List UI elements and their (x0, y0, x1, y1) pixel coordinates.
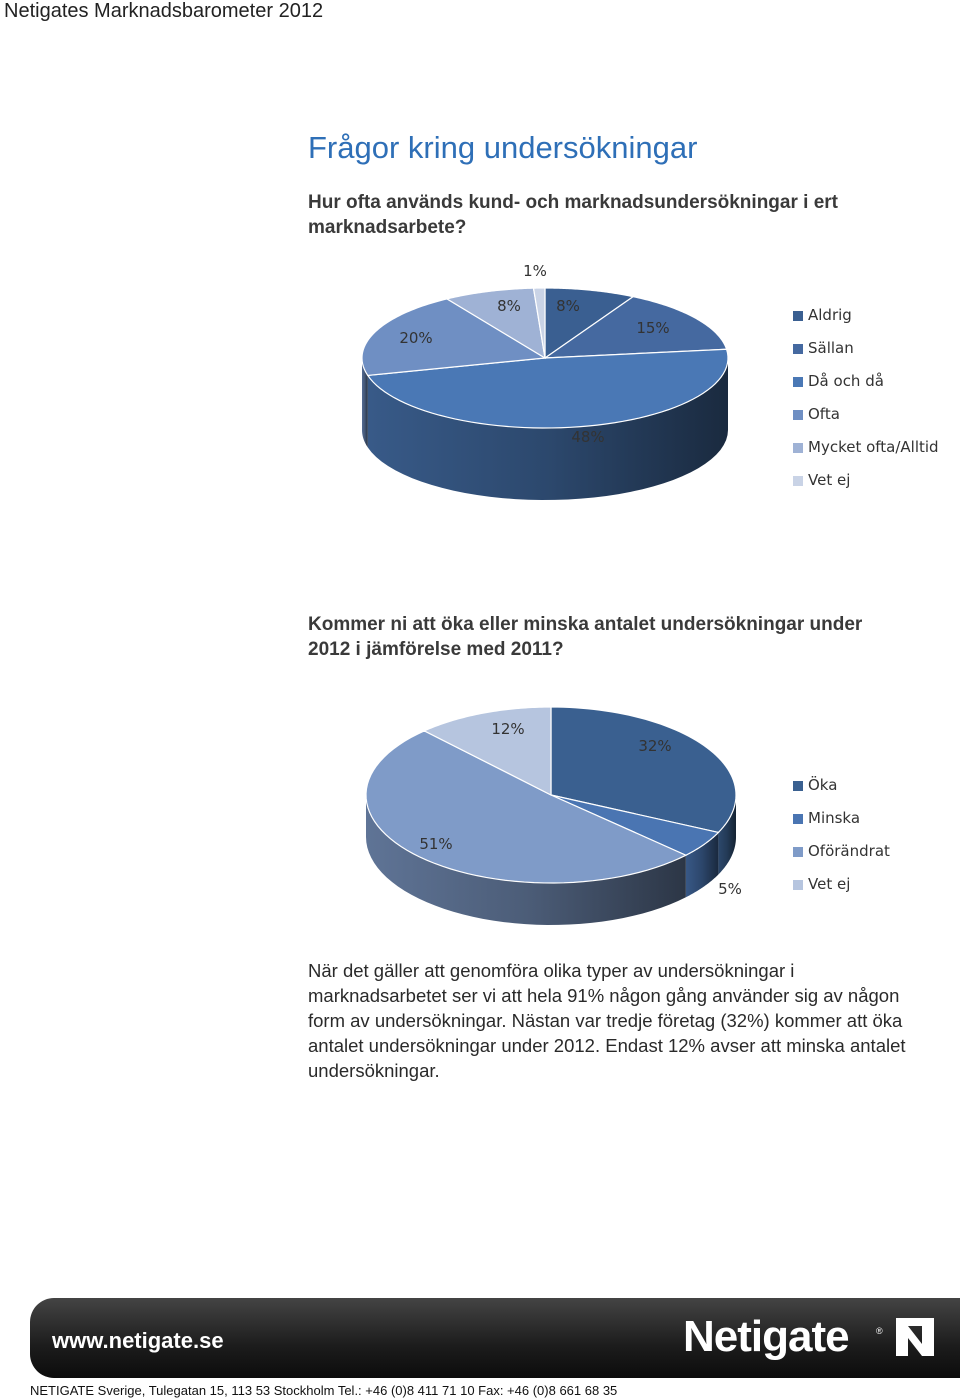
legend-label: Öka (808, 776, 838, 794)
legend-swatch (793, 814, 803, 824)
registered-mark-icon: ® (876, 1326, 883, 1336)
legend-label: Då och då (808, 372, 884, 390)
pie-value-label: 15% (636, 319, 670, 337)
pie-value-label: 8% (497, 297, 521, 315)
legend-label: Ofta (808, 405, 840, 423)
netigate-n-logo-icon (894, 1316, 936, 1358)
legend-label: Minska (808, 809, 861, 827)
pie-value-label: 8% (556, 297, 580, 315)
website-link[interactable]: www.netigate.se (52, 1328, 224, 1353)
legend-swatch (793, 781, 803, 791)
pie-value-label: 20% (399, 329, 433, 347)
pie-value-label: 32% (638, 737, 672, 755)
question-usage-frequency: Hur ofta används kund- och marknadsundersökningar i ert marknadsarbete? (308, 192, 838, 238)
pie-value-label: 48% (571, 428, 605, 446)
pie-value-label: 5% (718, 880, 742, 898)
document-header: Netigates Marknadsbarometer 2012 (4, 0, 324, 22)
netigate-logo: Netigate (683, 1312, 849, 1361)
legend-swatch (793, 847, 803, 857)
legend-swatch (793, 880, 803, 890)
pie-value-label: 12% (491, 720, 525, 738)
legend-label: Sällan (808, 339, 854, 357)
summary-paragraph: När det gäller att genomföra olika typer av undersökningar i marknadsarbetet ser vi att hela 91% någon gång använder sig av någon form av undersökningar. Nästan var tredje företag (32%) kommer att öka antalet undersökningar under 2012. Endast 12% avser att minska antalet undersökningar. (308, 960, 906, 1081)
legend-label: Aldrig (808, 306, 852, 324)
pie-value-label: 51% (419, 835, 453, 853)
pie-value-label: 1% (523, 262, 547, 280)
legend-label: Vet ej (808, 471, 851, 489)
legend-label: Vet ej (808, 875, 851, 893)
legend-label: Oförändrat (808, 842, 890, 860)
section-title: Frågor kring undersökningar (308, 130, 698, 165)
question-change-plan: Kommer ni att öka eller minska antalet undersökningar under 2012 i jämförelse med 2011? (308, 614, 863, 660)
legend-label: Mycket ofta/Alltid (808, 438, 939, 456)
contact-info: NETIGATE Sverige, Tulegatan 15, 113 53 Stockholm Tel.: +46 (0)8 411 71 10 Fax: +46 (0)8 661 68 35 (30, 1383, 618, 1398)
